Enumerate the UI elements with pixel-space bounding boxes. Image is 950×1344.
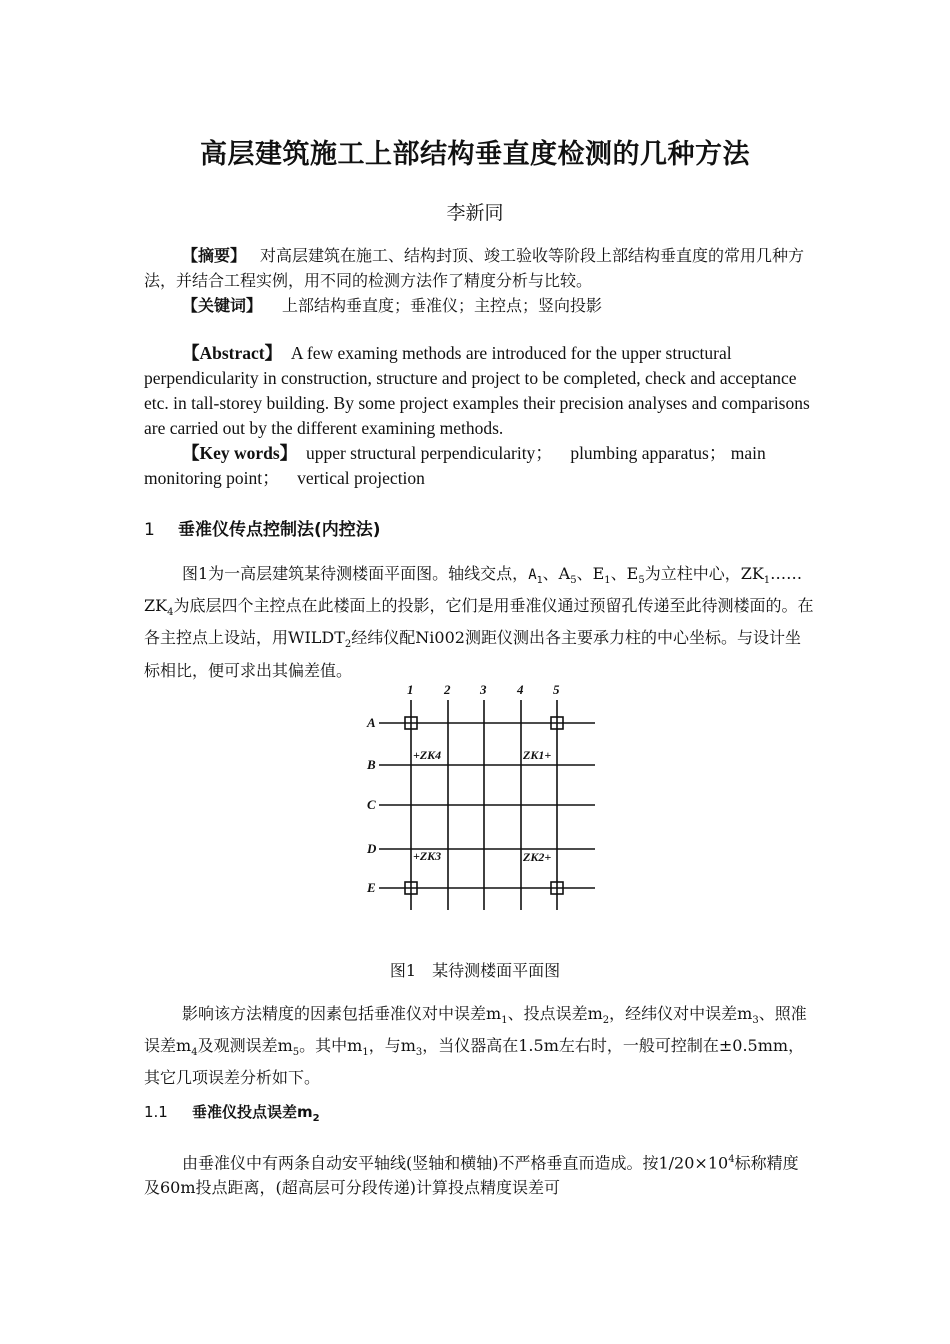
para3-sup-a: 4 — [728, 1154, 735, 1165]
section-1-1-heading — [144, 1101, 320, 1124]
para2-text-h: ，当仪器高在1.5m左右时，一般可控制在±0.5mm，其它几项误差分析如下。 — [144, 1036, 805, 1088]
paragraph-3-block — [144, 1147, 814, 1200]
control-point-zk4: +ZK4 — [413, 748, 442, 762]
keywords-cn — [144, 293, 814, 318]
para3-text-b: 标称精度及60m投点距离，(超高层可分段传递)计算投点精度误差可 — [144, 1153, 799, 1198]
abstract-cn — [144, 243, 814, 293]
para2-sub-f: 1 — [362, 1047, 369, 1059]
control-point-zk2: ZK2+ — [523, 850, 552, 864]
section-1-1-number: 1.1 — [144, 1103, 168, 1121]
para1-text-c: 、A — [542, 564, 571, 583]
para1-text-i: 经纬仪配Ni002测距仪测出各主要承力柱的中心坐标。与设计坐标相比，便可求出其偏差值。 — [144, 628, 801, 680]
row-label-c: C — [367, 797, 376, 812]
abstract-en-block — [144, 341, 814, 491]
row-label-a: A — [367, 715, 376, 730]
para1-sub-h: 2 — [344, 639, 352, 651]
section-1-1-title-sub: 2 — [312, 1113, 320, 1124]
para1-text-f: 为立柱中心，ZK — [644, 564, 764, 583]
para3-text-a: 由垂准仪中有两条自动安平轴线(竖轴和横轴)不严格垂直而造成。按1/20×10 — [182, 1153, 729, 1173]
para2-text-f: 。其中m — [299, 1036, 363, 1056]
row-label-b: B — [367, 757, 376, 772]
para1-sub-f: 1 — [763, 575, 771, 587]
abstract-en-text: A few examing methods are introduced for the upper structural perpendicularity in construction, structure and project to be completed, check and acceptance etc. in tall-storey building. By some project examples their precision analyses and comparisons are carried out by the different examining methods. — [144, 343, 810, 438]
col-label-5: 5 — [553, 682, 560, 697]
abstract-cn-text: 对高层建筑在施工、结构封顶、竣工验收等阶段上部结构垂直度的常用几种方法，并结合工程实例，用不同的检测方法作了精度分析与比较。 — [144, 246, 805, 290]
para2-sub-e: 5 — [292, 1047, 300, 1059]
control-point-zk1: ZK1+ — [523, 748, 552, 762]
para2-text-d: 、照准误差m — [144, 1004, 807, 1056]
figure-1-floor-plan — [355, 678, 605, 914]
keyword-en-4: vertical projection — [297, 468, 425, 488]
keyword-en-3: main monitoring point； — [144, 443, 766, 488]
para1-sub-b: 1 — [536, 575, 543, 587]
paragraph-3 — [144, 1147, 814, 1200]
col-label-1: 1 — [407, 682, 414, 697]
keywords-en — [144, 441, 814, 491]
para1-sub-g: 4 — [167, 607, 174, 619]
control-point-zk3: +ZK3 — [413, 849, 442, 863]
paragraph-2-block — [144, 1001, 814, 1090]
para2-text-b: 、投点误差m — [507, 1004, 603, 1023]
paragraph-2 — [144, 1001, 814, 1090]
author-name: 李新同 — [446, 202, 504, 224]
col-label-3: 3 — [480, 682, 487, 697]
col-label-4: 4 — [517, 682, 524, 697]
col-label-2: 2 — [444, 682, 451, 697]
para1-text-g: ……ZK — [144, 564, 803, 616]
section-1-paragraph-block — [144, 561, 814, 683]
section-1-1-title: 垂准仪投点误差m — [192, 1103, 313, 1121]
section-1-heading — [144, 515, 381, 540]
para2-text-c: ，经纬仪对中误差m — [609, 1004, 753, 1023]
para1-sub-e: 5 — [638, 575, 645, 587]
para2-sub-b: 2 — [602, 1015, 610, 1027]
para2-sub-d: 4 — [191, 1047, 198, 1059]
figure-1-caption: 图1 某待测楼面平面图 — [389, 961, 561, 980]
para1-text-b: A — [528, 567, 537, 583]
row-label-e: E — [367, 880, 376, 895]
para2-text-a: 影响该方法精度的因素包括垂准仪对中误差m — [182, 1004, 502, 1023]
para2-text-e: 及观测误差m — [197, 1036, 293, 1056]
keyword-en-2: plumbing apparatus； — [570, 443, 727, 463]
para1-text-d: 、E — [576, 564, 605, 583]
para2-sub-c: 3 — [752, 1015, 759, 1027]
para2-sub-a: 1 — [501, 1015, 508, 1027]
keywords-en-label: 【Key words】 — [182, 443, 298, 463]
section-1-title: 垂准仪传点控制法(内控法) — [178, 520, 381, 540]
para1-text-e: 、E — [610, 564, 639, 583]
para1-text-h: 为底层四个主控点在此楼面上的投影，它们是用垂准仪通过预留孔传递至此待测楼面的。在各主控点上设站，用WILDT — [144, 596, 814, 648]
para1-sub-d: 1 — [604, 575, 611, 587]
keyword-en-1: upper structural perpendicularity； — [305, 443, 553, 463]
row-label-d: D — [367, 841, 377, 856]
para1-sub-c: 5 — [570, 575, 577, 587]
abstract-en-label: 【Abstract】 — [182, 343, 283, 363]
para1-text-a: 图1为一高层建筑某待测楼面平面图。轴线交点， — [182, 564, 529, 583]
section-1-number: 1 — [144, 520, 155, 540]
abstract-cn-block — [144, 243, 814, 318]
abstract-en — [144, 341, 814, 441]
abstract-cn-label: 【摘要】 — [182, 246, 247, 265]
para2-text-g: ，与m — [368, 1036, 416, 1056]
keywords-cn-text: 上部结构垂直度；垂准仪；主控点；竖向投影 — [282, 296, 603, 315]
keywords-cn-label: 【关键词】 — [182, 296, 263, 315]
section-1-paragraph — [144, 561, 814, 683]
para2-sub-g: 3 — [415, 1047, 423, 1059]
paper-title: 高层建筑施工上部结构垂直度检测的几种方法 — [200, 139, 750, 170]
